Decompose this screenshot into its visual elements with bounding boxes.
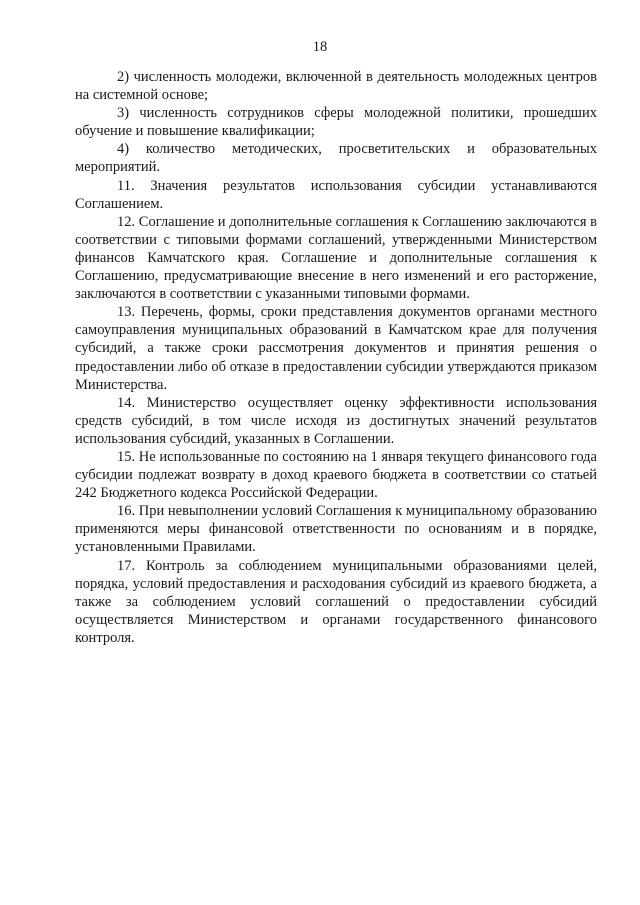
document-body [75, 68, 597, 647]
paragraph-item-4: 4) количество методических, просветительских и образовательных мероприятий. [75, 141, 597, 176]
paragraph-clause-17: 17. Контроль за соблюдением муниципальными образованиями целей, порядка, условий предоставления и расходования субсидий из краевого бюджета, а также за соблюдением условий соглашений о предоставлении субсидий осуществляется Министерством и органами государственного финансового контроля. [75, 557, 597, 646]
paragraph-clause-14: 14. Министерство осуществляет оценку эффективности использования средств субсидий, в том числе исходя из достигнутых значений результатов использования субсидий, указанных в Соглашении. [75, 394, 597, 447]
paragraph-item-3: 3) численность сотрудников сферы молодежной политики, прошедших обучение и повышение квалификации; [75, 105, 597, 140]
paragraph-clause-13: 13. Перечень, формы, сроки представления документов органами местного самоуправления муниципальных образований в Камчатском крае для получения субсидий, а также сроки рассмотрения документов и принятия решения о предоставлении либо об отказе в предоставлении субсидии утверждаются приказом Министерства. [75, 304, 597, 393]
paragraph-clause-11: 11. Значения результатов использования субсидии устанавливаются Соглашением. [75, 177, 597, 212]
paragraph-clause-12: 12. Соглашение и дополнительные соглашения к Соглашению заключаются в соответствии с типовыми формами соглашений, утвержденными Министерством финансов Камчатского края. Соглашение и дополнительные соглашения к Соглашению, предусматривающие внесение в него изменений и его расторжение, заключаются в соответствии с указанными типовыми формами. [75, 213, 597, 303]
paragraph-clause-16: 16. При невыполнении условий Соглашения к муниципальному образованию применяются меры финансовой ответственности по основаниям и в порядке, установленными Правилами. [75, 503, 597, 556]
page-number: 18 [312, 39, 328, 55]
paragraph-clause-15: 15. Не использованные по состоянию на 1 января текущего финансового года субсидии подлежат возврату в доход краевого бюджета в соответствии со статьей 242 Бюджетного кодекса Российской Федерации. [75, 448, 597, 502]
paragraph-item-2: 2) численность молодежи, включенной в деятельность молодежных центров на системной основе; [75, 69, 597, 104]
